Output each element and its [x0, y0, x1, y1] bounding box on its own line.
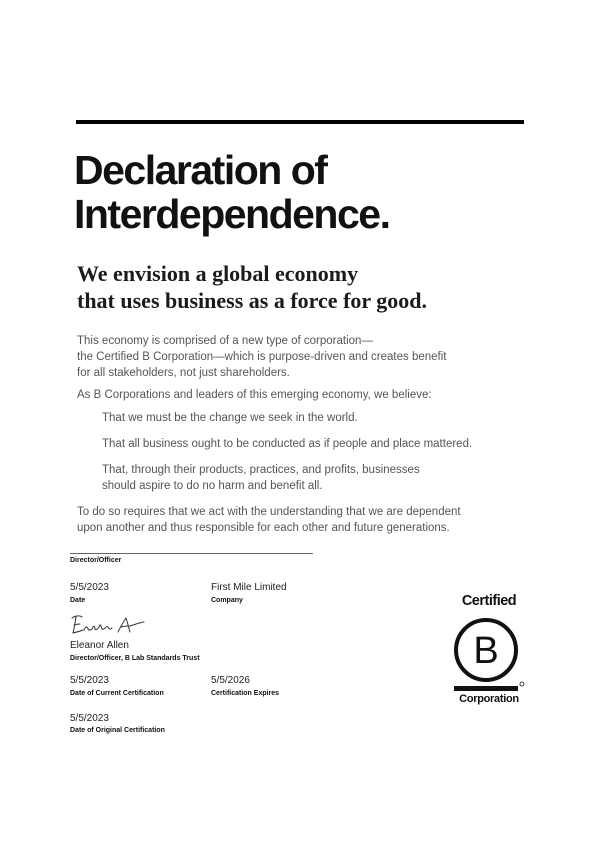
belief-3-line-1: That, through their products, practices, and profits, businesses [102, 464, 420, 476]
signature-line [70, 553, 313, 554]
signer-name: Eleanor Allen [70, 640, 129, 651]
logo-letter: B [473, 630, 499, 672]
top-rule [76, 120, 524, 124]
signer-title: Director/Officer, B Lab Standards Trust [70, 655, 200, 662]
handwritten-signature-icon [68, 610, 148, 638]
date-label: Date [70, 597, 86, 604]
intro-line-3: for all stakeholders, not just shareholders. [77, 367, 290, 379]
logo-top-text: Certified [461, 593, 517, 609]
subtitle-line-2: that uses business as a force for good. [77, 288, 427, 313]
date-value: 5/5/2023 [70, 582, 109, 593]
b-corp-mark-icon [452, 612, 526, 692]
believe-intro: As B Corporations and leaders of this emerging economy, we believe: [77, 389, 432, 401]
belief-2: That all business ought to be conducted as if people and place mattered. [102, 438, 473, 450]
closing-line-1: To do so requires that we act with the understanding that we are dependent [77, 506, 461, 518]
declaration-body [77, 333, 517, 536]
belief-1: That we must be the change we seek in the world. [102, 412, 358, 424]
intro-line-1: This economy is comprised of a new type of corporation— [77, 335, 373, 347]
officer-label: Director/Officer [70, 557, 122, 564]
page-title [74, 148, 389, 236]
original-cert-value: 5/5/2023 [70, 713, 109, 724]
intro-line-2: the Certified B Corporation—which is purpose-driven and creates benefit [77, 351, 447, 363]
subtitle-line-1: We envision a global economy [77, 261, 359, 286]
belief-3-line-2: should aspire to do no harm and benefit all. [102, 480, 323, 492]
page-subtitle [77, 260, 427, 314]
closing-paragraph [77, 504, 517, 536]
title-line-2: Interdependence. [74, 191, 390, 237]
company-value: First Mile Limited [211, 582, 287, 593]
original-cert-label: Date of Original Certification [70, 727, 165, 734]
intro-paragraph [77, 333, 517, 381]
closing-line-2: upon another and thus responsible for each other and future generations. [77, 522, 450, 534]
logo-bottom-text: Corporation [459, 693, 519, 705]
company-label: Company [211, 597, 243, 604]
expires-label: Certification Expires [211, 690, 280, 697]
belief-3 [77, 462, 517, 494]
expires-value: 5/5/2026 [211, 675, 250, 686]
current-cert-value: 5/5/2023 [70, 675, 109, 686]
b-corp-logo-icon [448, 592, 530, 706]
current-cert-label: Date of Current Certification [70, 690, 164, 697]
title-line-1: Declaration of [74, 147, 327, 193]
